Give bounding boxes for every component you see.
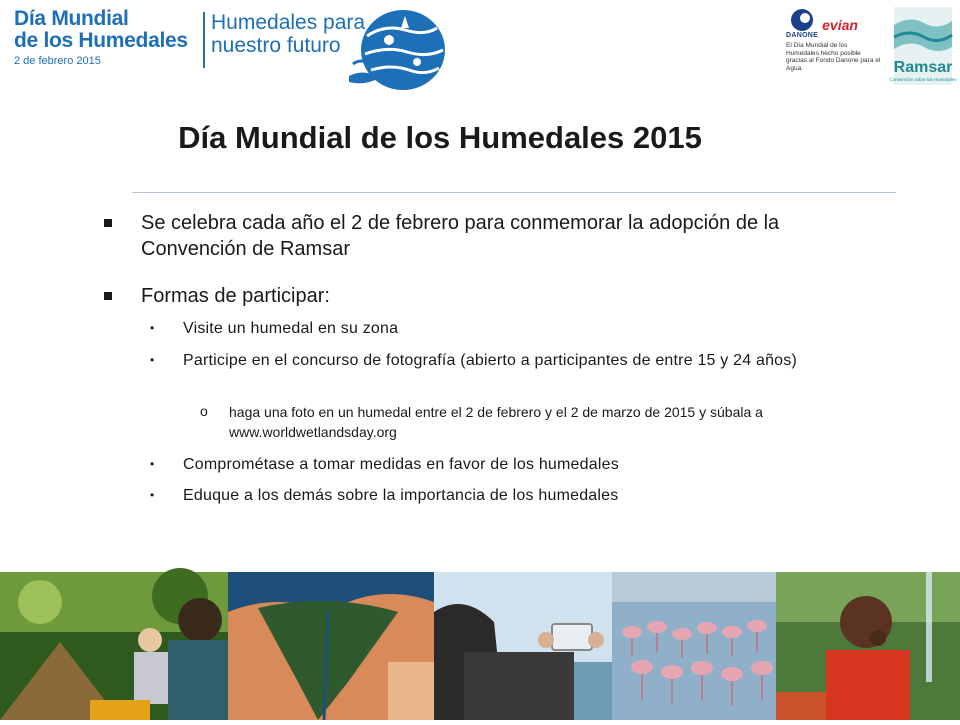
photo-strip <box>0 572 960 720</box>
title-rule <box>132 192 896 193</box>
bullet-celebra-text: Se celebra cada año el 2 de febrero para conmemorar la adopción de la Convención de Ramsar <box>141 212 780 260</box>
wetland-globe-icon <box>345 6 453 94</box>
sponsor-block <box>786 8 882 72</box>
brand-line-2: de los Humedales <box>14 29 188 52</box>
slogan <box>211 11 365 57</box>
sponsor-note: El Día Mundial de los Humedales hecho posible gracias al Fondo Danone para el Agua. <box>786 42 881 72</box>
header <box>0 0 960 100</box>
photo-person-taking-photo <box>434 572 612 720</box>
brand-date: 2 de febrero 2015 <box>14 55 101 67</box>
bullet-foto-text: haga una foto en un humedal entre el 2 de febrero y el 2 de marzo de 2015 y súbala a www.worldwetlandsday.org <box>229 404 763 440</box>
dot-bullet: • <box>150 488 155 502</box>
photo-child-drinking-water <box>776 572 960 720</box>
danone-child-icon <box>788 8 816 32</box>
bullet-visite-text: Visite un humedal en su zona <box>183 320 399 337</box>
danone-name: DANONE <box>786 32 819 39</box>
wwd-brand-logo <box>14 8 188 67</box>
bullet-concurso-text: Participe en el concurso de fotografía (abierto a participantes de entre 15 y 24 años) <box>183 352 798 369</box>
ramsar-name: Ramsar <box>893 59 953 76</box>
brand-line-1: Día Mundial <box>14 7 129 30</box>
bullet-formas-text: Formas de participar: <box>141 285 330 307</box>
photo-flamingos-lake <box>612 572 776 720</box>
ramsar-subtitle: Convención sobre los Humedales <box>889 77 957 82</box>
brand-divider <box>203 12 205 68</box>
square-bullet <box>104 219 112 227</box>
photo-satellite-delta <box>228 572 434 720</box>
dot-bullet: • <box>150 321 155 335</box>
slogan-line-1: Humedales para <box>211 11 366 34</box>
circle-bullet: o <box>200 403 208 419</box>
dot-bullet: • <box>150 457 155 471</box>
dot-bullet: • <box>150 353 155 367</box>
slide-title: Día Mundial de los Humedales 2015 <box>178 120 702 155</box>
bullet-comprometase-text: Comprométase a tomar medidas en favor de los humedales <box>183 456 619 473</box>
photo-hikers-in-forest <box>0 572 228 720</box>
danone-logo <box>786 8 818 39</box>
ramsar-logo <box>889 7 957 85</box>
square-bullet <box>104 292 112 300</box>
bullet-eduque-text: Eduque a los demás sobre la importancia de los humedales <box>183 487 619 504</box>
evian-logo: evian <box>822 17 858 33</box>
slogan-line-2: nuestro futuro <box>211 34 341 57</box>
